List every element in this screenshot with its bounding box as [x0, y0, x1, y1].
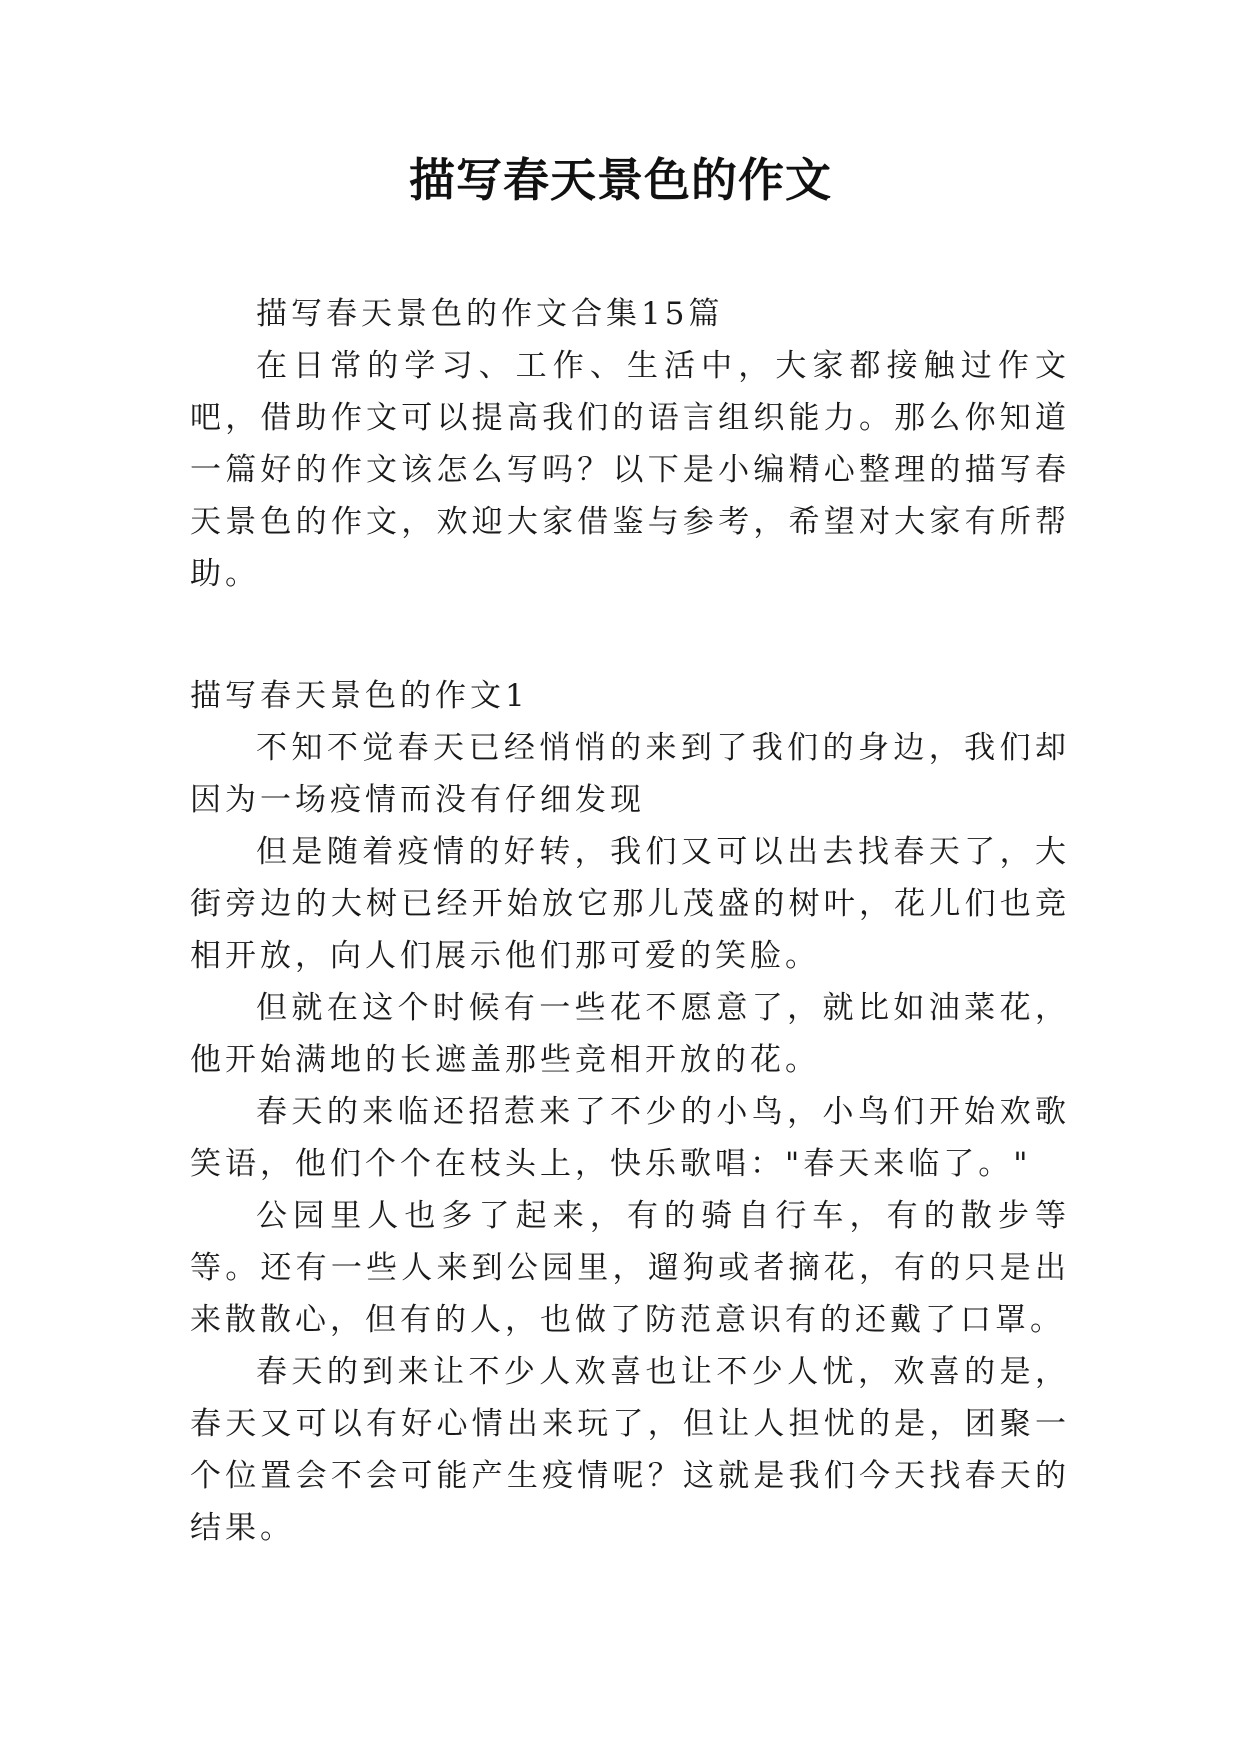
section-spacer — [190, 600, 1070, 670]
essay-paragraph: 春天的到来让不少人欢喜也让不少人忧，欢喜的是，春天又可以有好心情出来玩了，但让人担忧的是，团聚一个位置会不会可能产生疫情呢？这就是我们今天找春天的结果。 — [190, 1354, 1070, 1546]
essay-paragraph: 但就在这个时候有一些花不愿意了，就比如油菜花，他开始满地的长遮盖那些竞相开放的花。 — [190, 990, 1070, 1078]
essay-paragraph: 春天的来临还招惹来了不少的小鸟，小鸟们开始欢歌笑语，他们个个在枝头上，快乐歌唱："春天来临了。" — [190, 1094, 1070, 1182]
section-heading: 描写春天景色的作文1 — [190, 678, 529, 714]
essay-paragraph: 公园里人也多了起来，有的骑自行车，有的散步等等。还有一些人来到公园里，遛狗或者摘花，有的只是出来散散心，但有的人，也做了防范意识有的还戴了口罩。 — [190, 1198, 1070, 1338]
intro-paragraph: 在日常的学习、工作、生活中，大家都接触过作文吧，借助作文可以提高我们的语言组织能力。那么你知道一篇好的作文该怎么写吗？以下是小编精心整理的描写春天景色的作文，欢迎大家借鉴与参考，希望对大家有所帮助。 — [190, 348, 1070, 592]
document-title: 描写春天景色的作文 — [409, 153, 832, 207]
essay-paragraph: 但是随着疫情的好转，我们又可以出去找春天了，大街旁边的大树已经开始放它那儿茂盛的树叶，花儿们也竞相开放，向人们展示他们那可爱的笑脸。 — [190, 834, 1070, 974]
collection-line: 描写春天景色的作文合集15篇 — [256, 296, 724, 332]
document-body — [190, 288, 1070, 1554]
essay-paragraph: 不知不觉春天已经悄悄的来到了我们的身边，我们却因为一场疫情而没有仔细发现 — [190, 730, 1070, 818]
